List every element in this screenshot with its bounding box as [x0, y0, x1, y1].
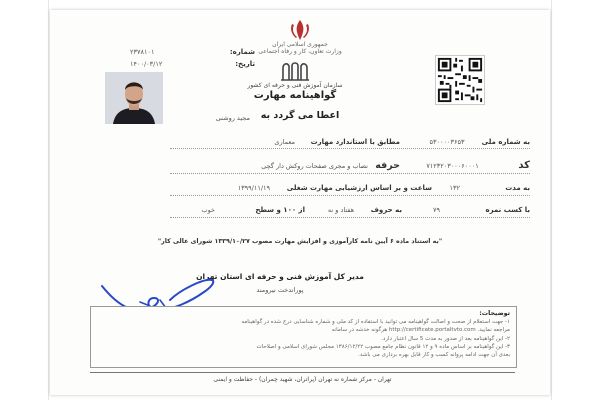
notes-line: ۲- این گواهینامه بعد از صدور به مدت 5 سال اعتبار دارد. — [381, 336, 510, 342]
number-value: ۲۳۷۸۱۰۱ — [130, 48, 155, 56]
ministry-line2: وزارت تعاون، کار و رفاه اجتماعی — [258, 48, 342, 55]
code-value: ۷۱۲۳۲۰۳۰۰۰۶۰۰۰۱ — [426, 162, 479, 170]
notes-line: بعدی آن جهت ادامه پروانه کسب و کار قابل بهره برداری می باشد. — [358, 352, 510, 358]
person-portrait-icon — [105, 72, 163, 124]
row-divider — [170, 173, 530, 174]
tvto-logo-icon — [275, 60, 315, 82]
number-label: شماره: — [229, 48, 255, 56]
standard-label: مطابق با استاندارد مهارت — [310, 138, 400, 146]
notes-line: ۳- این گواهینامه بر اساس ماده ۹ و ۱۲ قانون نظام جامع مصوب ۱۳۸۶/۱۲/۲۲ مجلس شورای اسلامی و اصلاحات — [256, 344, 510, 350]
granted-title: اعطا می گردد به — [260, 110, 340, 121]
organization-name: سازمان آموزش فنی و حرفه ای کشور — [247, 82, 343, 89]
national-code-value: ۵۳۰۰۰۰۳۶۵۳ — [429, 138, 465, 146]
qr-code — [435, 55, 485, 105]
letters-value: هفتاد و نه — [327, 206, 354, 214]
hours-text: ساعت و بر اساس ارزشیابی مهارت شغلی — [286, 184, 432, 192]
row-divider — [170, 148, 530, 149]
viewer-left-margin — [0, 0, 49, 400]
score-value: ۷۹ — [433, 206, 440, 214]
national-code-label: به شماره ملی — [481, 138, 530, 146]
evaluation-date: ۱۳۹۹/۱۱/۱۹ — [237, 184, 270, 192]
profession-value: نصاب و مجری صفحات روکش دار گچی — [261, 162, 368, 170]
footer-address: تهران - مرکز شماره نه تهران (پراتران، شهید چمران) - حفاظت و ایمنی — [213, 376, 392, 383]
certificate-title: گواهینامه مهارت — [253, 90, 337, 101]
standard-value: معماری — [274, 138, 295, 146]
signature-title: مدیر کل آموزش فنی و حرفه ای استان تهران — [196, 272, 364, 281]
skill-certificate — [50, 10, 550, 395]
iran-emblem-icon — [282, 18, 318, 42]
viewer-right-margin — [551, 0, 600, 400]
notes-heading: توضیحات: — [479, 310, 510, 317]
holder-photo — [105, 72, 163, 124]
date-label: تاریخ: — [235, 60, 255, 68]
score-label: با کسب نمره — [485, 206, 530, 214]
profession-label: حرفه — [375, 160, 400, 171]
ministry-line1: جمهوری اسلامی ایران — [272, 41, 328, 48]
legal-basis-quote: "به استناد ماده ۶ آیین نامه کارآموزی و افزایش مهارت مصوب ۱۳۳۹/۱۰/۲۷ شورای عالی کار" — [157, 238, 443, 245]
row-divider — [170, 195, 530, 196]
signature-name: پوراندخت نیرومند — [256, 286, 304, 294]
level-from-label: از ۱۰۰ و سطح — [255, 206, 305, 214]
notes-line: مراجعه نمایید. http://certificate.portaltvto.com هرگونه خدشه در سامانه — [331, 327, 510, 333]
date-value: ۱۴۰۰/۰۳/۱۲ — [130, 60, 163, 68]
code-label: کد — [518, 160, 530, 171]
holder-name: مجید روشنی — [215, 114, 250, 122]
duration-value: ۱۳۲ — [449, 184, 460, 192]
duration-label: به مدت — [505, 184, 530, 192]
letters-label: به حروف — [370, 206, 402, 214]
level-value: خوب — [201, 206, 215, 214]
footer-divider — [90, 372, 515, 373]
row-divider — [170, 217, 530, 218]
notes-line: ۱- جهت استعلام از صحت و اصالت گواهینامه می توانید با استفاده از کد ملی و شماره شناسایی درج شده در گواهینامه — [241, 319, 510, 325]
notes-box — [90, 306, 517, 368]
